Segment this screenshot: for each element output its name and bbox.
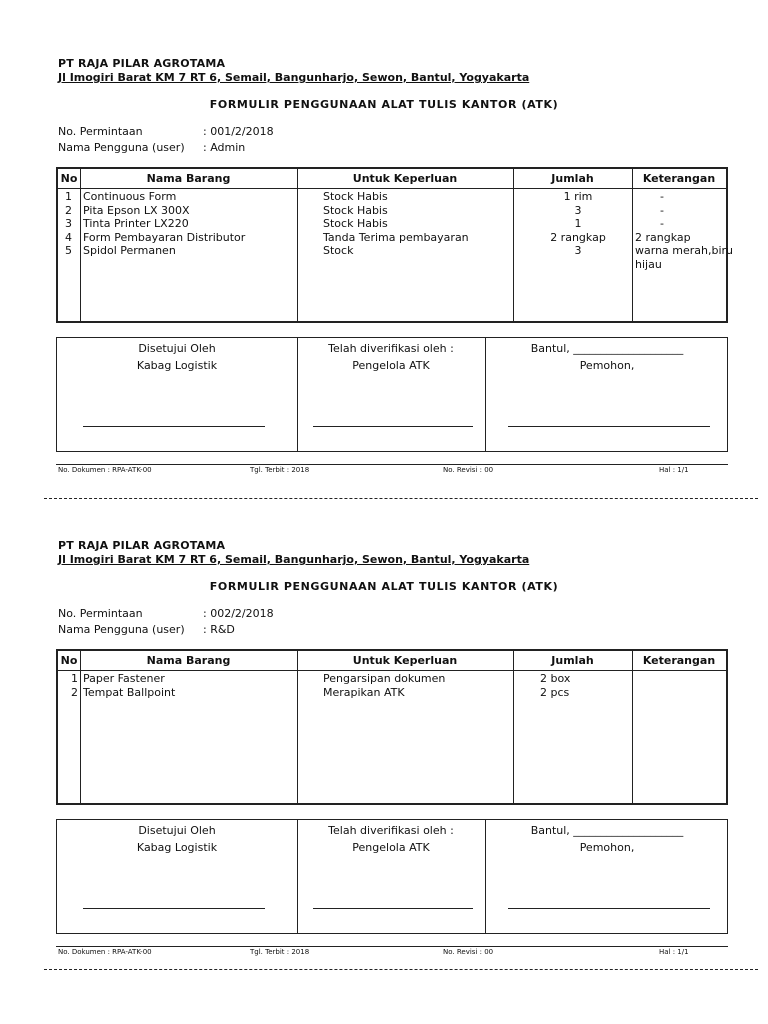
- row-purpose: Stock Habis: [323, 203, 388, 217]
- approval-box: [56, 819, 728, 934]
- user-name-label: Nama Pengguna (user): [58, 623, 185, 636]
- row-note-continued: hijau: [635, 257, 662, 271]
- row-no: 3: [65, 217, 72, 230]
- approved-by-label: Disetujui Oleh: [138, 824, 216, 837]
- row-purpose: Merapikan ATK: [323, 685, 405, 699]
- row-note: warna merah,biru: [635, 244, 734, 257]
- place-date: Bantul, ____________________: [530, 342, 684, 355]
- row-no: 1: [65, 190, 72, 203]
- signature-line: [83, 425, 265, 427]
- items-table: [56, 649, 728, 805]
- header-qty: Jumlah: [551, 654, 594, 667]
- header-no: No: [60, 654, 78, 667]
- user-name-value: : R&D: [203, 623, 235, 636]
- header-note: Keterangan: [642, 172, 716, 185]
- company-name: PT RAJA PILAR AGROTAMA: [58, 57, 226, 70]
- user-name-value: : Admin: [203, 141, 246, 154]
- applicant-label: Pemohon,: [579, 359, 635, 372]
- signature-line: [313, 425, 473, 427]
- row-purpose: Pengarsipan dokumen: [323, 672, 446, 685]
- row-note: -: [660, 190, 664, 203]
- request-number-label: No. Permintaan: [58, 125, 143, 138]
- row-qty: 3: [574, 244, 582, 257]
- header-item: Nama Barang: [146, 654, 231, 667]
- row-purpose: Stock Habis: [323, 190, 388, 203]
- company-name: PT RAJA PILAR AGROTAMA: [58, 539, 226, 552]
- request-number-label: No. Permintaan: [58, 607, 143, 620]
- place-date: Bantul, ____________________: [530, 824, 684, 837]
- row-item: Pita Epson LX 300X: [83, 203, 190, 217]
- row-qty: 1 rim: [563, 190, 593, 203]
- header-note: Keterangan: [642, 654, 716, 667]
- row-item: Continuous Form: [83, 190, 177, 203]
- row-item: Spidol Permanen: [83, 244, 176, 257]
- footer-page: Hal : 1/1: [659, 466, 689, 474]
- row-qty: 2 pcs: [540, 685, 570, 699]
- user-name-label: Nama Pengguna (user): [58, 141, 185, 154]
- approved-by-label: Disetujui Oleh: [138, 342, 216, 355]
- atk-form-1: [0, 0, 768, 480]
- header-no: No: [60, 172, 78, 185]
- row-purpose: Stock: [323, 244, 354, 257]
- footer-page: Hal : 1/1: [659, 948, 689, 956]
- form-title: FORMULIR PENGGUNAAN ALAT TULIS KANTOR (ATK): [209, 98, 559, 111]
- row-note: -: [660, 217, 664, 230]
- row-item: Tinta Printer LX220: [83, 217, 189, 230]
- row-qty: 1: [574, 217, 582, 230]
- row-no: 2: [65, 203, 72, 217]
- footer-doc-number: No. Dokumen : RPA-ATK-00: [58, 948, 152, 956]
- row-qty: 3: [574, 203, 582, 217]
- signature-line: [508, 425, 710, 427]
- footer-revision: No. Revisi : 00: [443, 466, 494, 474]
- row-qty: 2 box: [540, 672, 571, 685]
- footer-issue-date: Tgl. Terbit : 2018: [250, 466, 310, 474]
- atk-form-2: [0, 482, 768, 962]
- company-address: Jl Imogiri Barat KM 7 RT 6, Semail, Bangunharjo, Sewon, Bantul, Yogyakarta: [58, 553, 530, 566]
- approved-role: Kabag Logistik: [136, 359, 218, 372]
- footer-revision: No. Revisi : 00: [443, 948, 494, 956]
- row-no: 2: [71, 685, 78, 699]
- header-item: Nama Barang: [146, 172, 231, 185]
- footer-issue-date: Tgl. Terbit : 2018: [250, 948, 310, 956]
- row-purpose: Stock Habis: [323, 217, 388, 230]
- row-no: 4: [65, 230, 72, 244]
- approved-role: Kabag Logistik: [136, 841, 218, 854]
- row-note: -: [660, 203, 664, 217]
- row-no: 1: [71, 672, 78, 685]
- row-item: Paper Fastener: [83, 672, 165, 685]
- signature-line: [313, 907, 473, 909]
- row-qty: 2 rangkap: [550, 230, 606, 244]
- request-number-value: : 001/2/2018: [203, 125, 274, 138]
- verified-by-label: Telah diverifikasi oleh :: [328, 342, 454, 355]
- signature-line: [508, 907, 710, 909]
- row-item: Tempat Ballpoint: [83, 685, 176, 699]
- request-number-value: : 002/2/2018: [203, 607, 274, 620]
- items-table: [56, 167, 734, 323]
- cut-line: [44, 969, 758, 970]
- applicant-label: Pemohon,: [579, 841, 635, 854]
- row-no: 5: [65, 244, 72, 257]
- header-purpose: Untuk Keperluan: [352, 172, 458, 185]
- row-item: Form Pembayaran Distributor: [83, 230, 246, 244]
- header-purpose: Untuk Keperluan: [352, 654, 458, 667]
- signature-line: [83, 907, 265, 909]
- verified-role: Pengelola ATK: [352, 841, 430, 854]
- footer-doc-number: No. Dokumen : RPA-ATK-00: [58, 466, 152, 474]
- row-note: 2 rangkap: [635, 230, 691, 244]
- verified-role: Pengelola ATK: [352, 359, 430, 372]
- verified-by-label: Telah diverifikasi oleh :: [328, 824, 454, 837]
- company-address: Jl Imogiri Barat KM 7 RT 6, Semail, Bangunharjo, Sewon, Bantul, Yogyakarta: [58, 71, 530, 84]
- row-purpose: Tanda Terima pembayaran: [323, 230, 469, 244]
- form-title: FORMULIR PENGGUNAAN ALAT TULIS KANTOR (ATK): [209, 580, 559, 593]
- header-qty: Jumlah: [551, 172, 594, 185]
- approval-box: [56, 337, 728, 452]
